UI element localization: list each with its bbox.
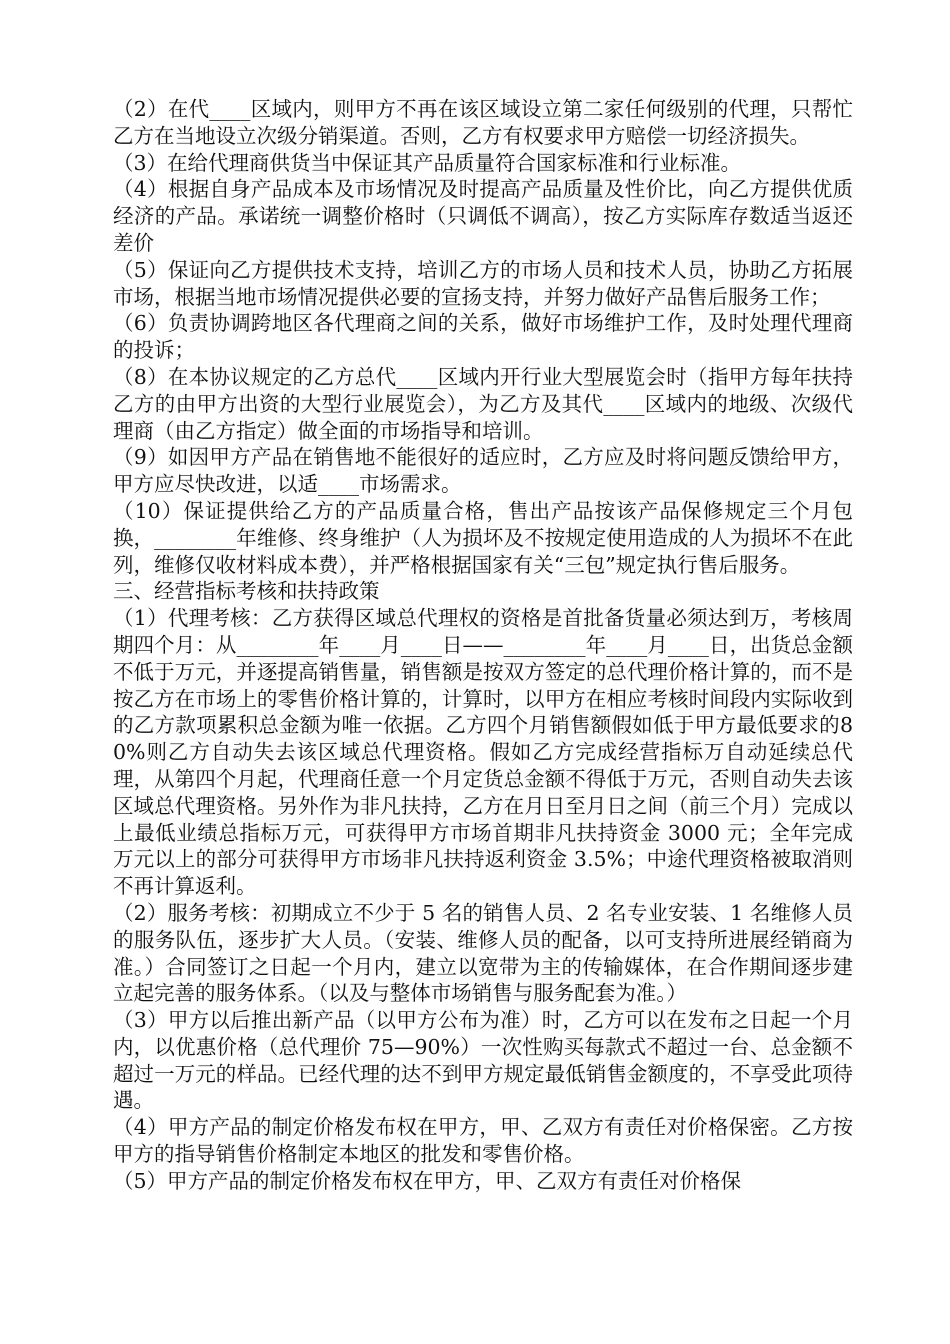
clause-4-price-adjustment: （4）根据自身产品成本及市场情况及时提高产品质量及性价比，向乙方提供优质经济的产品。承诺统一调整价格时（只调低不调高），按乙方实际库存数适当返还差价 (113, 177, 853, 255)
clause-9-feedback: （9）如因甲方产品在销售地不能很好的适应时，乙方应及时将问题反馈给甲方，甲方应尽快改进，以适____市场需求。 (113, 445, 853, 497)
document-body (113, 96, 853, 1195)
section-heading-3: 三、经营指标考核和扶持政策 (113, 579, 380, 604)
assessment-2-service: （2）服务考核：初期成立不少于 5 名的销售人员、2 名专业安装、1 名维修人员的服务队伍，逐步扩大人员。（安装、维修人员的配备，以可支持所进展经销商为准。）合同签订之日起一个月内，建立以宽带为主的传输媒体，在合作期间逐步建立起完善的服务体系。（以及与整体市场销售与服务配套为准。） (113, 900, 853, 1006)
clause-2-exclusive-region: （2）在代____区域内，则甲方不再在该区域设立第二家任何级别的代理，只帮忙乙方在当地设立次级分销渠道。否则，乙方有权要求甲方赔偿一切经济损失。 (113, 97, 853, 148)
assessment-5-pricing-cont: （5）甲方产品的制定价格发布权在甲方，甲、乙双方有责任对价格保 (113, 1168, 742, 1193)
clause-10-warranty: （10）保证提供给乙方的产品质量合格，售出产品按该产品保修规定三个月包换，________年维修、终身维护（人为损坏及不按规定使用造成的人为损坏不在此列，维修仅收材料成本费），并严格根据国家有关“三包”规定执行售后服务。 (113, 498, 853, 577)
assessment-4-pricing: （4）甲方产品的制定价格发布权在甲方，甲、乙双方有责任对价格保密。乙方按甲方的指导销售价格制定本地区的批发和零售价格。 (113, 1115, 853, 1167)
assessment-3-new-products: （3）甲方以后推出新产品（以甲方公布为准）时，乙方可以在发布之日起一个月内，以优惠价格（总代理价 75—90%）一次性购买每款式不超过一台、总金额不超过一万元的样品。已经代理的达不到甲方规定最低销售金额度的，不享受此项待遇。 (113, 1008, 853, 1113)
clause-3-quality-standard: （3）在给代理商供货当中保证其产品质量符合国家标准和行业标准。 (113, 150, 742, 175)
clause-8-exhibition-training: （8）在本协议规定的乙方总代____区域内开行业大型展览会时（指甲方每年扶持乙方的由甲方出资的大型行业展览会），为乙方及其代____区域内的地级、次级代理商（由乙方指定）做全面的市场指导和培训。 (113, 364, 853, 443)
clause-6-coordination: （6）负责协调跨地区各代理商之间的关系，做好市场维护工作，及时处理代理商的投诉； (113, 311, 853, 363)
assessment-1-agency: （1）代理考核：乙方获得区域总代理权的资格是首批备货量必须达到万，考核周期四个月：从________年____月____日——________年____月____日，出货总金额不低于万元，并逐提高销售量，销售额是按双方签定的总代理价格计算的，而不是按乙方在市场上的零售价格计算的，计算时，以甲方在相应考核时间段内实际收到的乙方款项累积总金额为唯一依据。乙方四个月销售额假如低于甲方最低要求的80%则乙方自动失去该区域总代理资格。假如乙方完成经营指标万自动延续总代理，从第四个月起，代理商任意一个月定货总金额不得低于万元，否则自动失去该区域总代理资格。另外作为非凡扶持，乙方在月日至月日之间（前三个月）完成以上最低业绩总指标万元，可获得甲方市场首期非凡扶持资金 3000 元；全年完成万元以上的部分可获得甲方市场非凡扶持返利资金 3.5%；中途代理资格被取消则不再计算返利。 (113, 606, 853, 899)
clause-5-technical-support: （5）保证向乙方提供技术支持，培训乙方的市场人员和技术人员，协助乙方拓展市场，根据当地市场情况提供必要的宣扬支持，并努力做好产品售后服务工作； (113, 257, 853, 309)
